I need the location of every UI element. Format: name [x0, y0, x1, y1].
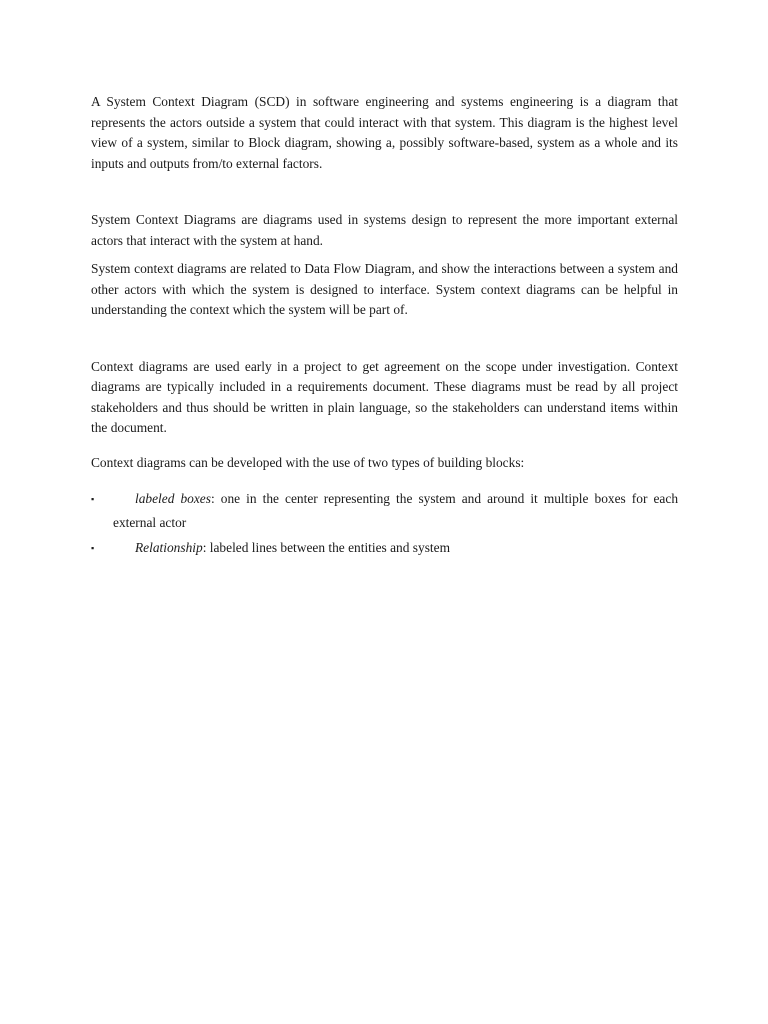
paragraph-building-blocks: Context diagrams can be developed with the use of two types of building blocks:: [91, 454, 525, 470]
paragraph-relation: System context diagrams are related to Data Flow Diagram, and show the interactions between a system and other actors with which the system is designed to interface. System context diagrams can be helpful in understanding the context which the system will be part of.: [91, 261, 678, 317]
bullet-text: : labeled lines between the entities and system: [202, 540, 450, 555]
bullet-text: : one in the center representing the system and around it multiple boxes for each external actor: [113, 491, 679, 530]
square-bullet-icon: ▪: [91, 494, 95, 504]
square-bullet-icon: ▪: [91, 543, 95, 553]
paragraph-definition: A System Context Diagram (SCD) in software engineering and systems engineering is a diagram that represents the actors outside a system that could interact with that system. This diagram is the highest level view of a system, similar to Block diagram, showing a, possibly software-based, system as a whole and its inputs and outputs from/to external factors.: [91, 94, 678, 171]
bullet-term: Relationship: [135, 540, 203, 555]
list-item: [91, 487, 678, 535]
paragraph-purpose: System Context Diagrams are diagrams used in systems design to represent the more important external actors that interact with the system at hand.: [91, 212, 678, 248]
list-item: [91, 536, 678, 560]
paragraph-usage: Context diagrams are used early in a project to get agreement on the scope under investigation. Context diagrams are typically included in a requirements document. These diagrams must be read by all project stakeholders and thus should be written in plain language, so the stakeholders can understand items within the document.: [91, 358, 678, 435]
bullet-term: labeled boxes: [135, 491, 211, 506]
document-page: [91, 92, 678, 560]
building-blocks-list: [91, 487, 678, 560]
